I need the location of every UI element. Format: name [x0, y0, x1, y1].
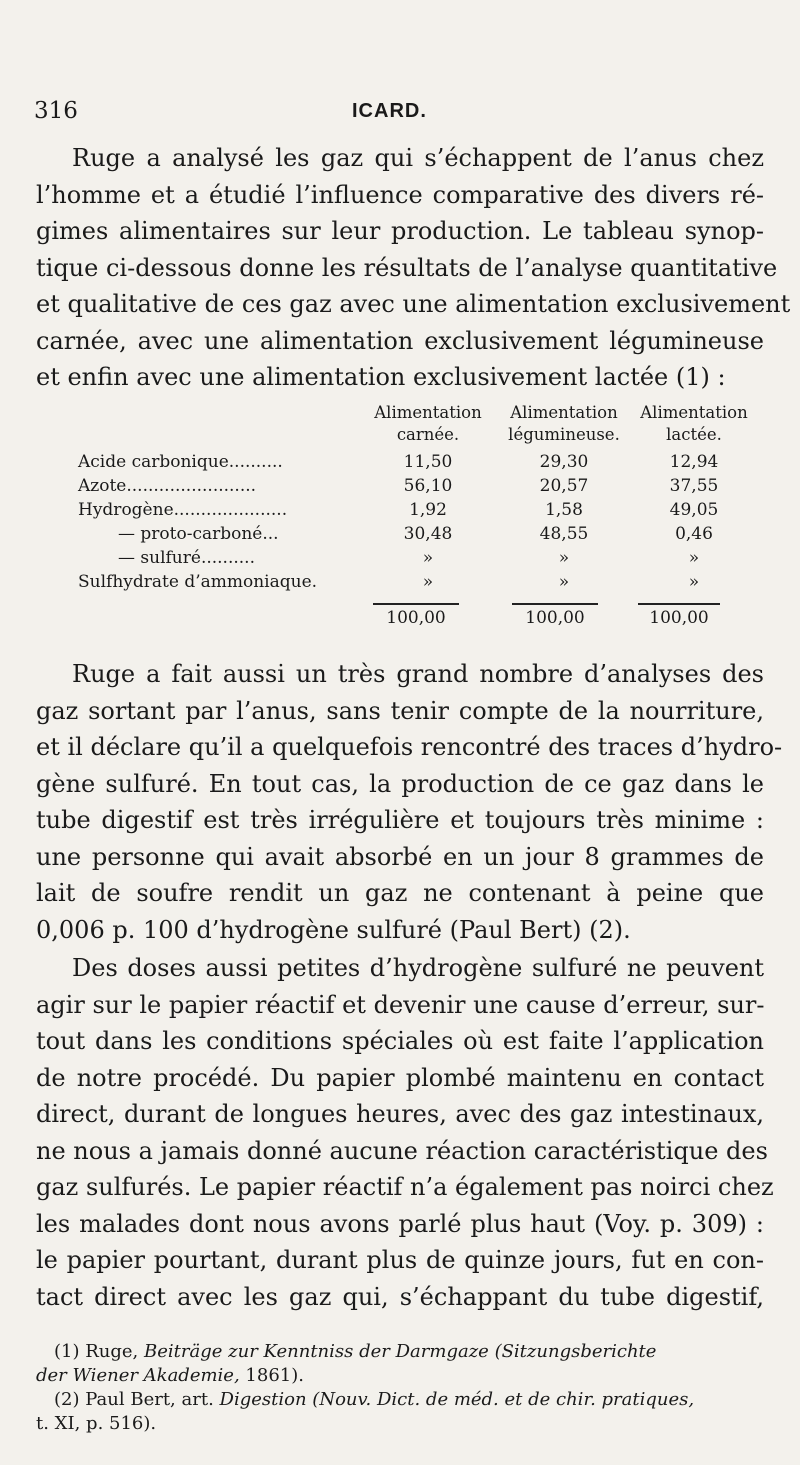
- text-line: tout dans les conditions spéciales où est faite l’application: [36, 1027, 764, 1055]
- row-label: — sulfuré..........: [118, 548, 255, 568]
- row-label: Sulfhydrate d’ammoniaque.: [78, 572, 318, 592]
- total-rule: [638, 603, 720, 605]
- cell-lactee: 12,94: [669, 452, 719, 472]
- text-line: direct, durant de longues heures, avec des gaz intestinaux,: [36, 1100, 764, 1128]
- cell-lactee: 37,55: [669, 476, 719, 496]
- paragraph-2: [36, 656, 783, 948]
- cell-carnee: 1,92: [409, 500, 447, 520]
- text-line: et il déclare qu’il a quelquefois rencontré des traces d’hydro-: [36, 733, 783, 761]
- table-row: [78, 476, 768, 500]
- text-line: gaz sulfurés. Le papier réactif n’a également pas noirci chez: [36, 1173, 774, 1201]
- cell-lactee: 49,05: [669, 500, 719, 520]
- text-line: gène sulfuré. En tout cas, la production de ce gaz dans le: [36, 769, 764, 798]
- row-label: — proto-carboné...: [118, 524, 279, 544]
- cell-carnee: 11,50: [403, 452, 453, 472]
- cell-lactee: 0,46: [675, 524, 713, 544]
- cell-carnee: 56,10: [403, 476, 453, 496]
- text-line: tact direct avec les gaz qui, s’échappant du tube digestif,: [36, 1282, 764, 1311]
- text-line: gaz sortant par l’anus, sans tenir compte de la nourriture,: [36, 696, 764, 725]
- footnote-title: Digestion: [219, 1389, 307, 1410]
- cell-carnee: »: [422, 548, 434, 568]
- column-header-lactee: Alimentation lactée.: [640, 403, 748, 444]
- cell-carnee: »: [422, 572, 434, 592]
- table-row: [78, 452, 768, 476]
- text-line: et enfin avec une alimentation exclusivement lactée (1) :: [36, 363, 726, 391]
- cell-lactee: »: [688, 548, 700, 568]
- footnote-number: (1): [54, 1341, 80, 1362]
- total-carnee: 100,00: [386, 608, 446, 628]
- row-label: Acide carbonique..........: [78, 452, 283, 472]
- text-line: une personne qui avait absorbé en un jour 8 grammes de: [36, 842, 764, 871]
- table-row: [78, 524, 768, 548]
- column-header-legumineuse: Alimentation légumineuse.: [508, 403, 620, 444]
- footnote-1: [36, 1340, 764, 1388]
- total-legumineuse: 100,00: [525, 608, 585, 628]
- paragraph-3: [36, 950, 774, 1315]
- total-rule: [373, 603, 459, 605]
- footnote-author: Paul Bert, art.: [85, 1389, 214, 1410]
- page-header: [34, 98, 754, 132]
- footnote-title: Beiträge zur Kenntniss der Darmgaze: [144, 1341, 489, 1362]
- row-label: Hydrogène.....................: [78, 500, 288, 520]
- total-rule: [512, 603, 598, 605]
- footnote-source-cont: der Wiener Akademie,: [36, 1365, 240, 1386]
- total-lactee: 100,00: [649, 608, 709, 628]
- cell-legumineuse: »: [558, 572, 570, 592]
- column-header-carnee: Alimentation carnée.: [374, 403, 482, 444]
- page-number: 316: [34, 98, 78, 124]
- text-line: tube digestif est très irrégulière et toujours très minime :: [36, 806, 764, 834]
- table-row: [78, 500, 768, 524]
- footnote-source: (Nouv. Dict. de méd. et de chir. pratiques,: [312, 1389, 695, 1410]
- cell-legumineuse: 29,30: [539, 452, 589, 472]
- text-line: 0,006 p. 100 d’hydrogène sulfuré (Paul Bert) (2).: [36, 915, 631, 944]
- footnote-number: (2): [54, 1389, 80, 1410]
- text-line: et qualitative de ces gaz avec une alimentation exclusivement: [36, 290, 791, 318]
- footnote-2: [36, 1388, 764, 1436]
- paragraph-1: [36, 140, 791, 396]
- text-line: lait de soufre rendit un gaz ne contenant à peine que: [36, 879, 764, 907]
- text-line: carnée, avec une alimentation exclusivement légumineuse: [36, 326, 764, 355]
- footnotes: [36, 1340, 764, 1436]
- cell-legumineuse: »: [558, 548, 570, 568]
- text-line: les malades dont nous avons parlé plus haut (Voy. p. 309) :: [36, 1209, 764, 1238]
- cell-legumineuse: 20,57: [539, 476, 589, 496]
- cell-lactee: »: [688, 572, 700, 592]
- footnote-source-cont: t. XI, p. 516).: [36, 1413, 157, 1434]
- text-line: tique ci-dessous donne les résultats de l’analyse quantitative: [36, 253, 778, 282]
- text-line: agir sur le papier réactif et devenir une cause d’erreur, sur-: [36, 990, 765, 1019]
- table-row: [78, 548, 768, 572]
- footnote-author: Ruge,: [85, 1341, 139, 1362]
- cell-carnee: 30,48: [403, 524, 453, 544]
- text-line: gimes alimentaires sur leur production. Le tableau synop-: [36, 217, 764, 245]
- running-title: ICARD.: [352, 100, 427, 122]
- text-line: Ruge a fait aussi un très grand nombre d’analyses des: [72, 660, 764, 688]
- cell-legumineuse: 48,55: [539, 524, 589, 544]
- text-line: Des doses aussi petites d’hydrogène sulfuré ne peuvent: [72, 954, 764, 982]
- text-line: ne nous a jamais donné aucune réaction caractéristique des: [36, 1136, 768, 1165]
- cell-legumineuse: 1,58: [545, 500, 583, 520]
- row-label: Azote........................: [78, 476, 257, 496]
- text-line: l’homme et a étudié l’influence comparative des divers ré-: [36, 180, 764, 209]
- text-line: Ruge a analysé les gaz qui s’échappent de l’anus chez: [72, 144, 764, 172]
- text-line: le papier pourtant, durant plus de quinze jours, fut en con-: [36, 1246, 764, 1274]
- footnote-source: (Sitzungsberichte: [494, 1341, 657, 1362]
- footnote-year: 1861).: [245, 1365, 304, 1386]
- table-row: [78, 572, 768, 596]
- text-line: de notre procédé. Du papier plombé maintenu en contact: [36, 1063, 764, 1092]
